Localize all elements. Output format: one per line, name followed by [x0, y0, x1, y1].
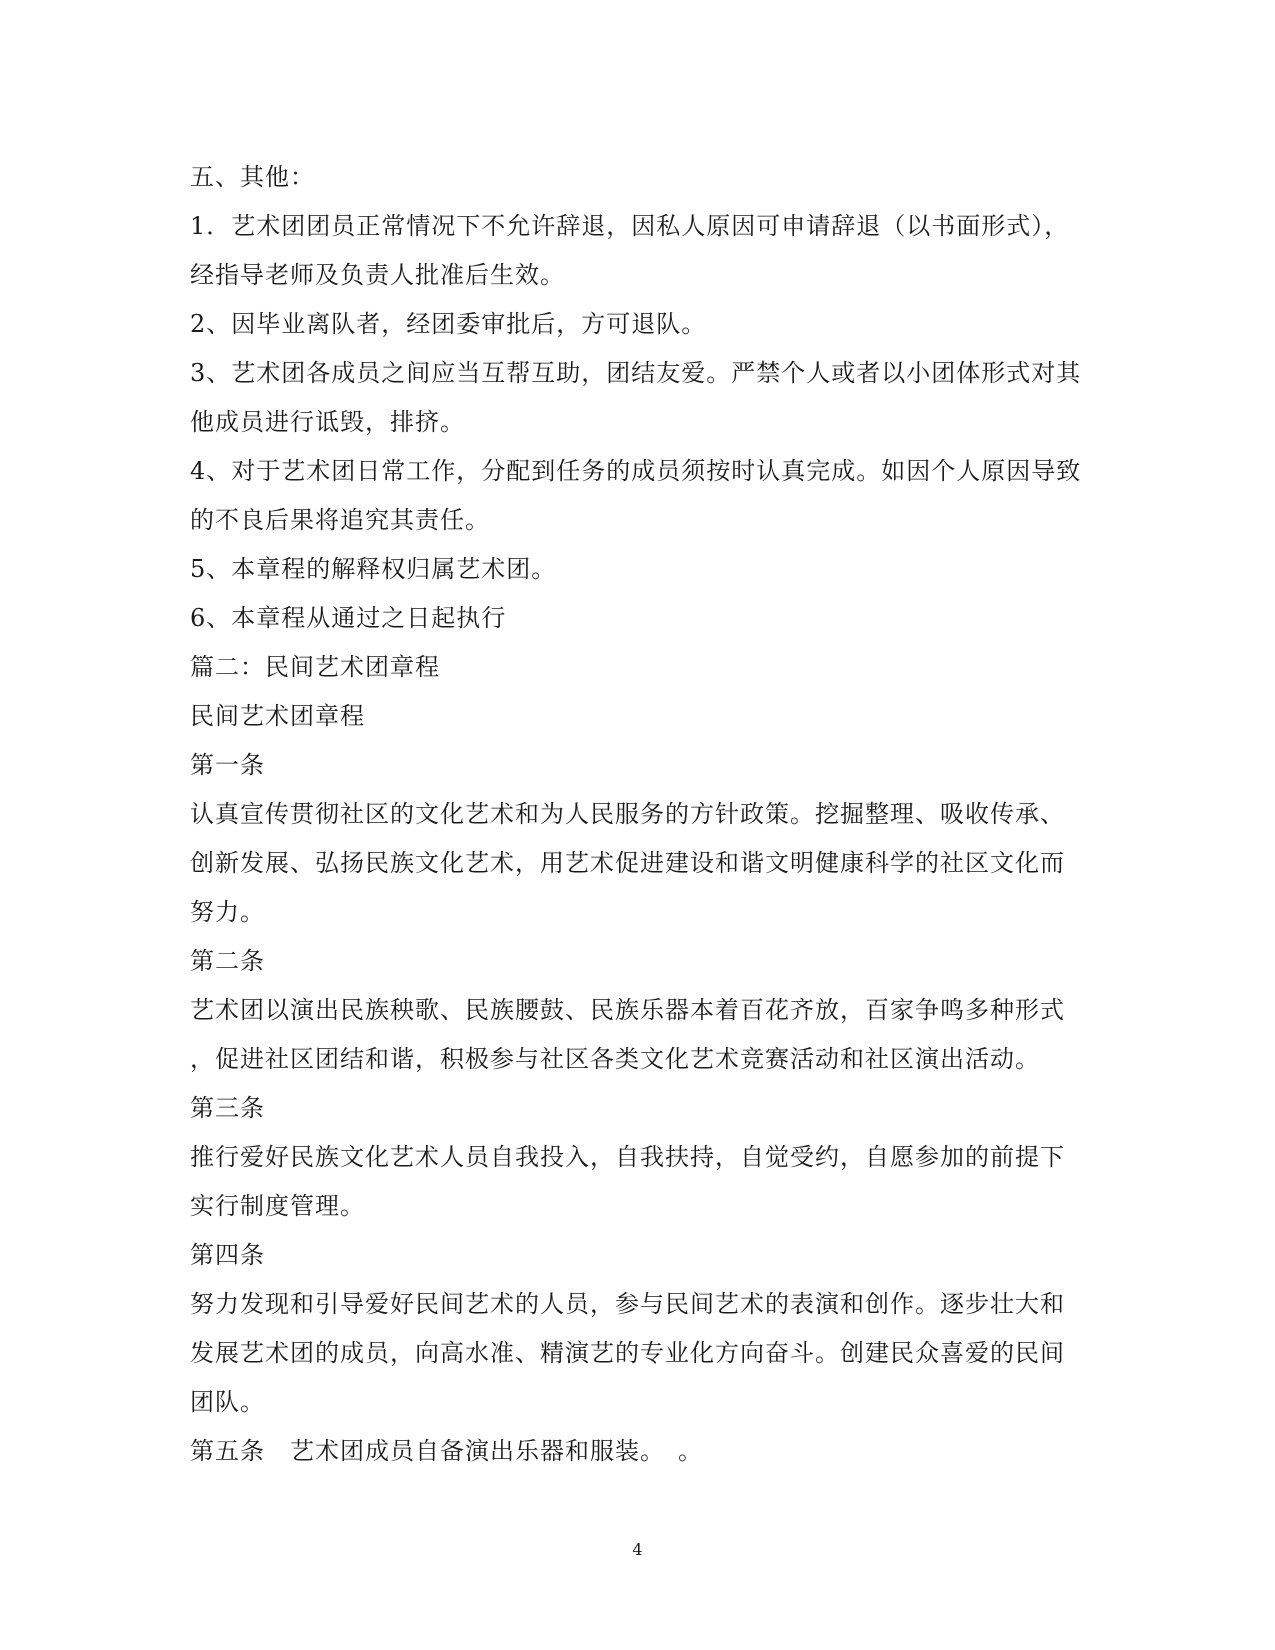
text-line: 艺术团以演出民族秧歌、民族腰鼓、民族乐器本着百花齐放，百家争鸣多种形式 [190, 996, 1065, 1024]
text-line: 2、因毕业离队者，经团委审批后，方可退队。 [190, 310, 707, 338]
text-line: 实行制度管理。 [190, 1192, 365, 1220]
article-heading: 第二条 [190, 947, 265, 975]
article-heading: 第四条 [190, 1241, 265, 1269]
text-line: 的不良后果将追究其责任。 [190, 506, 490, 534]
text-line: 创新发展、弘扬民族文化艺术，用艺术促进建设和谐文明健康科学的社区文化而 [190, 849, 1065, 877]
text-line: 他成员进行诋毁，排挤。 [190, 408, 465, 436]
text-line: 努力发现和引导爱好民间艺术的人员，参与民间艺术的表演和创作。逐步壮大和 [190, 1290, 1065, 1318]
page-number: 4 [632, 1540, 643, 1559]
document-body [190, 153, 1080, 1476]
text-line: 1．艺术团团员正常情况下不允许辞退，因私人原因可申请辞退（以书面形式）， [190, 212, 1070, 240]
article-heading: 第三条 [190, 1094, 265, 1122]
text-line: 第五条 艺术团成员自备演出乐器和服装。 。 [190, 1437, 703, 1465]
text-line: 4、对于艺术团日常工作，分配到任务的成员须按时认真完成。如因个人原因导致 [190, 457, 1082, 485]
text-line: 努力。 [190, 898, 265, 926]
article-heading: 第一条 [190, 751, 265, 779]
text-line: 认真宣传贯彻社区的文化艺术和为人民服务的方针政策。挖掘整理、吸收传承、 [190, 800, 1065, 828]
text-line: 五、其他： [190, 163, 315, 191]
text-line: 3、艺术团各成员之间应当互帮互助，团结友爱。严禁个人或者以小团体形式对其 [190, 359, 1082, 387]
text-line: 发展艺术团的成员，向高水准、精演艺的专业化方向奋斗。创建民众喜爱的民间 [190, 1339, 1065, 1367]
section-heading: 篇二：民间艺术团章程 [190, 653, 440, 681]
document-title: 民间艺术团章程 [190, 702, 365, 730]
text-line: 推行爱好民族文化艺术人员自我投入，自我扶持，自觉受约，自愿参加的前提下 [190, 1143, 1065, 1171]
text-line: 团队。 [190, 1388, 265, 1416]
text-line: 经指导老师及负责人批准后生效。 [190, 261, 565, 289]
text-line: ，促进社区团结和谐，积极参与社区各类文化艺术竞赛活动和社区演出活动。 [190, 1045, 1040, 1073]
text-line: 6、本章程从通过之日起执行 [190, 604, 507, 632]
text-line: 5、本章程的解释权归属艺术团。 [190, 555, 557, 583]
